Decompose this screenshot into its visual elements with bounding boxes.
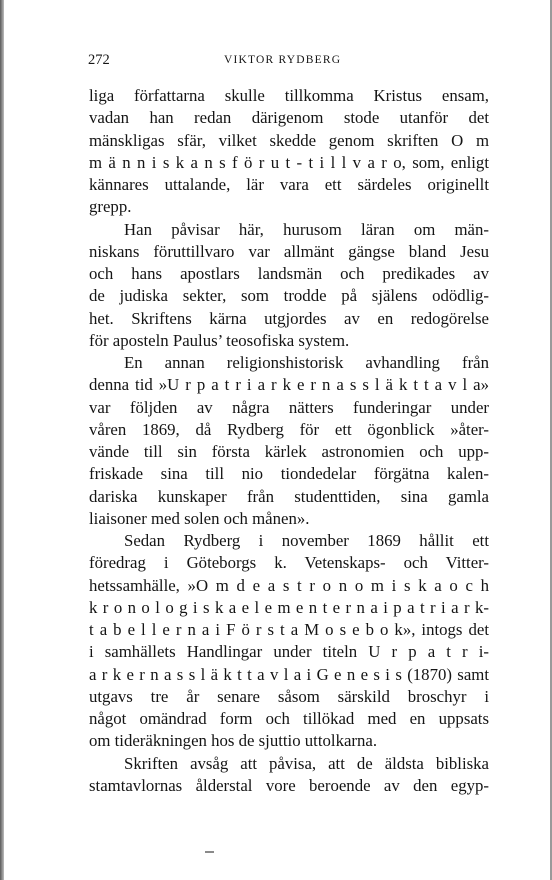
text-line: k r o n o l o g i s k a e l e m e n t e r n a i p a t r i a r k- [89,597,489,617]
text-line: och hans apostlars landsmän och predikades av [89,264,489,283]
text-line: för aposteln Paulus’ teosofiska system. [89,330,350,350]
page-header [88,52,488,72]
text-line: vände till sin första kärlek astronomien och upp- [89,442,489,461]
running-head: VIKTOR RYDBERG [224,54,342,66]
text-line: dariska kunskaper från studenttiden, sina gamla [89,486,489,506]
text-line: hetssamhälle, »O m d e a s t r o n o m i s k a o c h [89,575,489,595]
text-line: stamtavlornas ålderstal vore beroende av den egyp- [89,775,489,795]
text-line: denna tid »U r p a t r i a r k e r n a s s l ä k t t a v l a» [89,375,489,395]
text-line: liaisoner med solen och månen». [89,508,310,528]
text-line: t a b e l l e r n a i F ö r s t a M o s e b o k», intogs det [89,620,489,639]
text-line: m ä n n i s k a n s f ö r u t - t i l l v a r o, som, enligt [89,152,489,172]
text-line: de judiska sekter, som trodde på själens odödlig- [89,286,489,306]
text-line: Sedan Rydberg i november 1869 hållit ett [124,531,489,550]
text-line: mänskligas sfär, vilket skedde genom skriften O m [89,130,489,150]
text-line: föredrag i Göteborgs k. Vetenskaps- och Vitter- [89,553,489,573]
text-line: om tideräkningen hos de sjuttio uttolkarna. [89,731,378,751]
text-line: friskade sina till nio tiondedelar förgätna kalen- [89,464,489,484]
text-line: a r k e r n a s s l ä k t t a v l a i G e n e s i s (1870) samt [89,664,489,684]
text-line: Skriften avsåg att påvisa, att de äldsta bibliska [124,753,489,773]
body-text [89,85,489,797]
text-line: kännares uttalande, lär vara ett särdeles originellt [89,175,489,194]
text-line: het. Skriftens kärna utgjordes av en redogörelse [89,308,489,328]
text-line: i samhällets Handlingar under titeln U r p a t r i- [89,642,489,662]
text-line: vadan han redan därigenom stode utanför det [89,108,489,128]
text-line: något omändrad form och tillökad med en uppsats [89,709,489,728]
text-line: grepp. [89,197,132,217]
text-line: våren 1869, då Rydberg för ett ögonblick »åter- [89,419,489,439]
bottom-mark [205,851,214,853]
text-line: utgavs tre år senare såsom särskild broschyr i [89,686,489,706]
text-line: niskans föruttillvaro var allmänt gängse bland Jesu [89,241,489,261]
text-line: var följden av några nätters funderingar under [89,397,489,417]
text-line: liga författarna skulle tillkomma Kristus ensam, [89,86,489,105]
text-line: En annan religionshistorisk avhandling från [124,353,489,372]
page-number: 272 [88,52,110,68]
text-line: Han påvisar här, hurusom läran om män- [124,219,489,239]
page-left-edge-shadow [0,0,4,880]
